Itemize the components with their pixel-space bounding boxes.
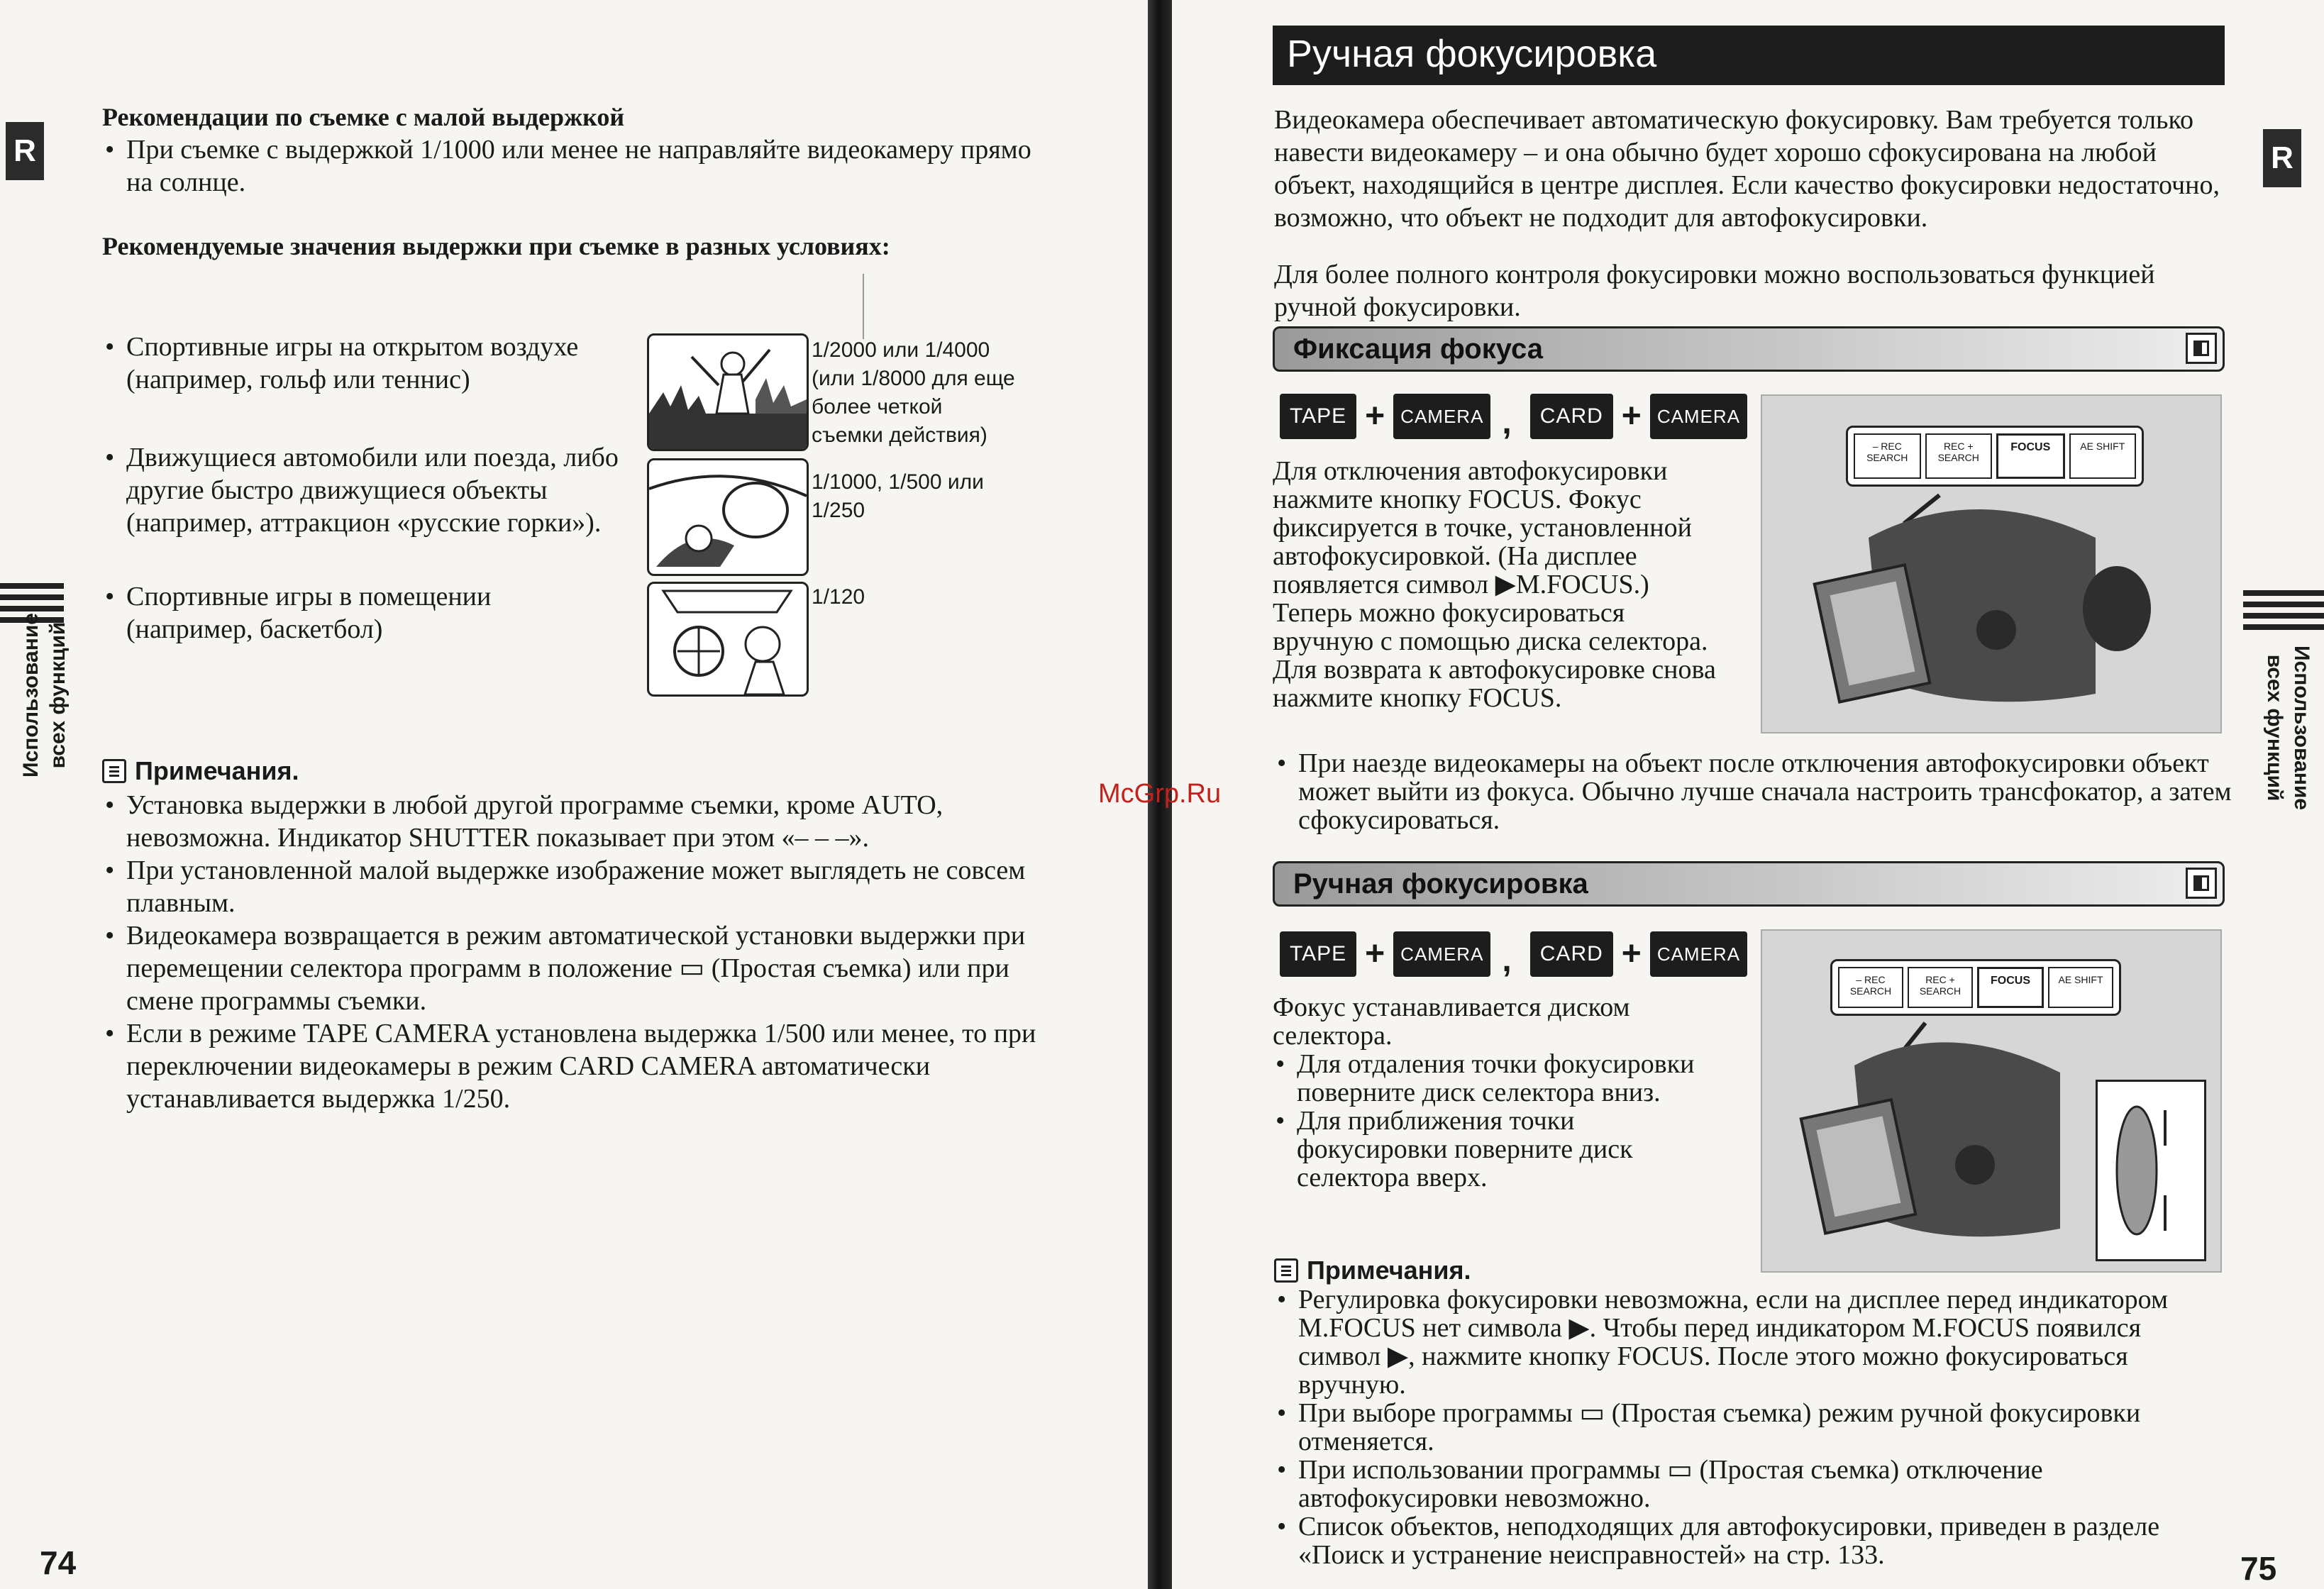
- camera-key: CAMERA: [1393, 931, 1490, 977]
- camcorder-photo-focus-lock: [1761, 394, 2222, 733]
- low-shutter-title: Рекомендации по съемке с малой выдержкой: [102, 103, 625, 131]
- left-note-1: • Установка выдержки в любой другой программе съемки, кроме AUTO, невозможна. Индикатор SHUTTER показывает при этом «– – –».: [102, 789, 1053, 854]
- right-note-2: • При выборе программы ▭ (Простая съемка) режим ручной фокусировки отменяется.: [1274, 1399, 2225, 1456]
- rec-search-minus-button: – REC SEARCH: [1854, 433, 1921, 479]
- condition-text-vehicles: • Движущиеся автомобили или поезда, либо другие быстро движущиеся объекты (например, аттракцион «русские горки»).: [102, 441, 623, 539]
- camera-key: CAMERA: [1650, 394, 1747, 439]
- section-icon: [2186, 333, 2217, 364]
- note-icon: [1274, 1258, 1298, 1283]
- section-manual-focus-header: Ручная фокусировка: [1273, 861, 2225, 907]
- side-label-left: Использование всех функций: [19, 613, 70, 777]
- shutter-value-outdoor: 1/2000 или 1/4000 (или 1/8000 для еще более четкой съемки действия): [812, 338, 1015, 447]
- camcorder-drawing-2: [1762, 931, 2096, 1271]
- ae-shift-button: AE SHIFT: [2069, 433, 2137, 479]
- right-note-1: • Регулировка фокусировки невозможна, если на дисплее перед индикатором M.FOCUS нет символа ▶. Чтобы перед индикатором M.FOCUS появился символ ▶, нажмите кнопку FOCUS. После этого можно фокусироваться вручную.: [1274, 1285, 2225, 1399]
- watermark: McGrp.Ru: [1098, 779, 1222, 809]
- section-tab-r: R: [2263, 129, 2301, 187]
- rec-search-plus-button: REC + SEARCH: [1925, 433, 1993, 479]
- comma-sign: ,: [1502, 941, 1512, 979]
- rec-search-minus-button: – REC SEARCH: [1838, 967, 1903, 1008]
- condition-text-indoor: • Спортивные игры в помещении (например, баскетбол): [102, 580, 623, 646]
- basketball-illustration: [647, 582, 809, 697]
- plus-sign: +: [1365, 397, 1385, 435]
- note-icon: [102, 759, 126, 783]
- mode-keys-section1: [1280, 390, 1747, 442]
- intro-paragraph-2: Для более полного контроля фокусировки можно воспользоваться функцией ручной фокусировки.: [1274, 260, 2155, 322]
- section2-text-block: [1273, 993, 1727, 1192]
- card-key: CARD: [1530, 394, 1613, 439]
- comma-sign: ,: [1502, 404, 1512, 441]
- section-focus-lock-header: Фиксация фокуса: [1273, 326, 2225, 372]
- condition-text-outdoor: • Спортивные игры на открытом воздухе (например, гольф или теннис): [102, 331, 623, 396]
- page-number-right: 75: [2240, 1550, 2277, 1587]
- right-notes-heading: Примечания.: [1274, 1256, 2225, 1285]
- low-shutter-section: [102, 102, 1053, 199]
- card-key: CARD: [1530, 931, 1613, 977]
- right-page: [1171, 0, 2324, 1589]
- tape-key: TAPE: [1280, 394, 1356, 439]
- camera-key: CAMERA: [1393, 394, 1490, 439]
- camcorder-photo-manual-focus: [1761, 929, 2222, 1273]
- right-note-3: • При использовании программы ▭ (Простая съемка) отключение автофокусировки невозможно.: [1274, 1456, 2225, 1512]
- rec-search-plus-button: REC + SEARCH: [1908, 967, 1973, 1008]
- right-note-4: • Список объектов, неподходящих для автофокусировки, приведен в разделе «Поиск и устранение неисправностей» на стр. 133.: [1274, 1512, 2225, 1569]
- section1-bullet: • При наезде видеокамеры на объект после отключения автофокусировки объект может выйти из фокуса. Обычно лучше сначала настроить трансфокатор, а затем сфокусироваться.: [1274, 749, 2249, 834]
- focus-button: FOCUS: [1996, 433, 2065, 479]
- focus-button: FOCUS: [1977, 967, 2044, 1008]
- left-note-3: • Видеокамера возвращается в режим автоматической установки выдержки при перемещении селектора программ в положение ▭ (Простая съемка) или при смене программы съемки.: [102, 919, 1053, 1017]
- camcorder-drawing-1: [1762, 396, 2220, 732]
- section-icon: [2186, 868, 2217, 899]
- rollercoaster-illustration: [647, 458, 809, 576]
- section2-text: Фокус устанавливается диском селектора.: [1273, 992, 1630, 1051]
- page-title: Ручная фокусировка: [1273, 26, 2225, 85]
- pointer-line: [841, 274, 864, 339]
- left-notes-heading: Примечания.: [102, 756, 1053, 786]
- mode-keys-section2: [1280, 928, 1747, 980]
- left-note-4: • Если в режиме TAPE CAMERA установлена выдержка 1/500 или менее, то при переключении видеокамеры в режим CARD CAMERA автоматически устанавливается выдержка 1/250.: [102, 1017, 1053, 1115]
- intro: [1274, 104, 2225, 323]
- section2-bullet-2: • Для приближения точки фокусировки поверните диск селектора вверх.: [1273, 1107, 1727, 1192]
- selector-dial-inset: [2096, 1080, 2206, 1261]
- section2-bullet-1: • Для отдаления точки фокусировки поверните диск селектора вниз.: [1273, 1050, 1727, 1107]
- intro-paragraph-1: Видеокамера обеспечивает автоматическую фокусировку. Вам требуется только навести видеокамеру – и она обычно будет хорошо сфокусирована на любой объект, находящийся в центре дисплея. Если качество фокусировки недостаточно, возможно, что объект не подходит для автофокусировки.: [1274, 105, 2220, 233]
- plus-sign: +: [1365, 935, 1385, 973]
- section-tab-r: R: [6, 122, 44, 180]
- right-notes: [1274, 1256, 2225, 1569]
- plus-sign: +: [1621, 397, 1642, 435]
- page-number-left: 74: [40, 1544, 77, 1581]
- left-page: [0, 0, 1149, 1589]
- basketball-drawing: [649, 584, 807, 694]
- ae-shift-button: AE SHIFT: [2048, 967, 2113, 1008]
- low-shutter-bullet: • При съемке с выдержкой 1/1000 или менее не направляйте видеокамеру прямо на солнце.: [102, 133, 1053, 199]
- camera-key: CAMERA: [1650, 931, 1747, 977]
- shutter-value-vehicles: 1/1000, 1/500 или 1/250: [812, 470, 984, 522]
- rollercoaster-drawing: [649, 460, 807, 574]
- section1-text: Для отключения автофокусировки нажмите кнопку FOCUS. Фокус фиксируется в точке, установленной автофокусировкой. (На дисплее появляется символ ▶M.FOCUS.) Теперь можно фокусироваться вручную с помощью диска селектора. Для возврата к автофокусировке снова нажмите кнопку FOCUS.: [1273, 456, 1716, 713]
- side-label-right: Использование всех функций: [2263, 646, 2313, 810]
- left-note-2: • При установленной малой выдержке изображение может выглядеть не совсем плавным.: [102, 854, 1053, 919]
- selector-dial-drawing: [2098, 1082, 2204, 1259]
- tape-key: TAPE: [1280, 931, 1356, 977]
- plus-sign: +: [1621, 935, 1642, 973]
- shutter-value-indoor: 1/120: [812, 585, 865, 609]
- golf-illustration: [647, 333, 809, 451]
- side-bars-right: [2243, 590, 2324, 636]
- left-notes: [102, 756, 1053, 1115]
- golf-drawing: [649, 336, 807, 449]
- recommended-title: Рекомендуемые значения выдержки при съемке в разных условиях:: [102, 232, 890, 260]
